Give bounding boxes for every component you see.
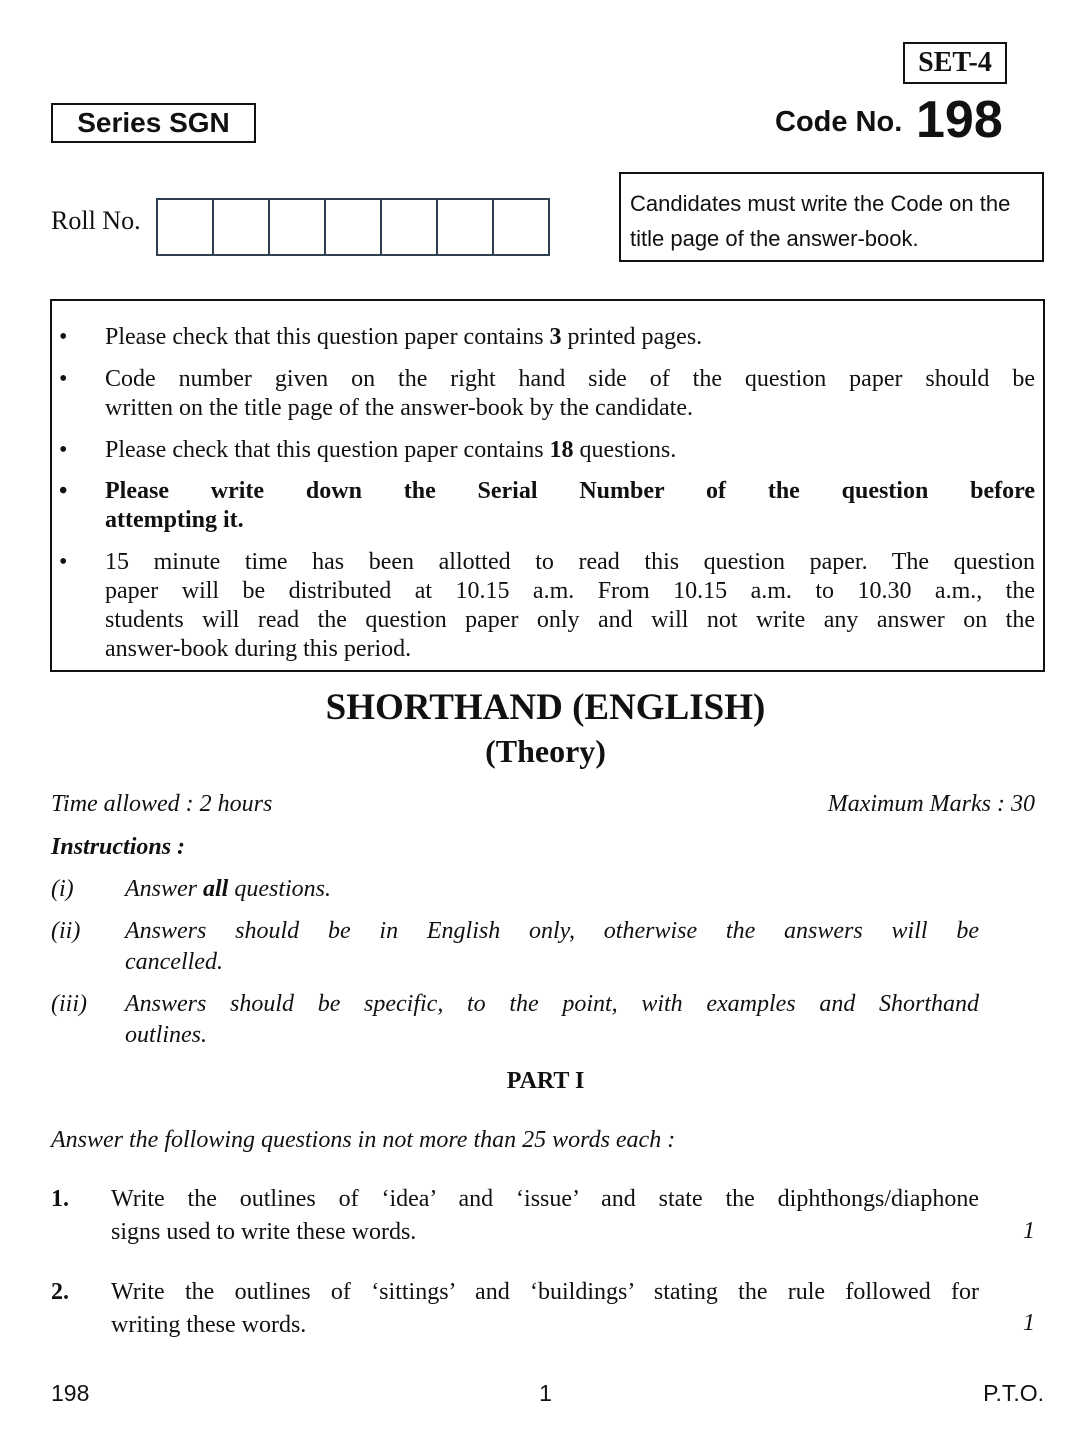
instruction-number: (ii) — [51, 918, 81, 944]
please-turn-over: P.T.O. — [983, 1380, 1044, 1406]
notice-text: Please check that this question paper contains — [105, 324, 550, 350]
instruction-text-part: questions. — [228, 876, 332, 902]
roll-number-cell — [494, 200, 548, 254]
page-number: 1 — [539, 1380, 552, 1406]
instruction-number: (i) — [51, 876, 74, 902]
notice-text: Please check that this question paper contains — [105, 437, 550, 463]
candidates-note — [619, 172, 1044, 262]
instruction-text: cancelled. — [125, 949, 223, 975]
question-number: 1. — [51, 1186, 69, 1212]
bullet-icon: • — [59, 324, 68, 350]
bullet-icon: • — [59, 437, 68, 463]
roll-number-cell — [158, 200, 214, 254]
candidates-note-line: title page of the answer-book. — [630, 226, 919, 251]
instruction-item — [51, 874, 979, 905]
roll-number-cell — [270, 200, 326, 254]
notice-text: Please write down the Serial Number of the question before — [105, 478, 1035, 504]
notice-count: 3 — [549, 324, 562, 350]
notice-text: Code number given on the right hand side of the question paper should be — [105, 366, 1035, 392]
roll-number-cell — [214, 200, 270, 254]
instruction-item — [51, 916, 979, 978]
footer-code: 198 — [51, 1380, 90, 1406]
code-label: Code No. — [775, 106, 903, 138]
question-text — [111, 1183, 979, 1249]
instruction-text: Answers should be specific, to the point, with examples and Shorthand — [125, 991, 979, 1017]
question-item — [51, 1276, 979, 1342]
instruction-emphasis: all — [203, 876, 229, 902]
bullet-icon: • — [59, 366, 68, 392]
notice-item-serial — [59, 477, 1035, 535]
roll-number-label: Roll No. — [51, 206, 141, 235]
time-allowed: Time allowed : 2 hours — [51, 791, 273, 817]
bullet-icon: • — [59, 549, 68, 575]
notice-text: answer-book during this period. — [105, 636, 412, 662]
instructions-heading: Instructions : — [51, 834, 186, 860]
notice-text: 15 minute time has been allotted to read this question paper. The question — [105, 549, 1035, 575]
notice-text: questions. — [573, 437, 677, 463]
notice-text: written on the title page of the answer-book by the candidate. — [105, 395, 693, 421]
roll-number-cell — [326, 200, 382, 254]
maximum-marks: Maximum Marks : 30 — [827, 791, 1035, 817]
instruction-number: (iii) — [51, 991, 87, 1017]
paper-subtitle: (Theory) — [485, 733, 606, 769]
question-text — [111, 1276, 979, 1342]
question-marks: 1 — [1023, 1310, 1035, 1336]
paper-title: SHORTHAND (ENGLISH) — [325, 687, 766, 728]
question-line: Write the outlines of ‘sittings’ and ‘buildings’ stating the rule followed for — [111, 1279, 979, 1305]
question-line: signs used to write these words. — [111, 1219, 417, 1245]
instruction-text: outlines. — [125, 1022, 207, 1048]
notice-item-code — [59, 365, 1035, 423]
notice-text: paper will be distributed at 10.15 a.m. From 10.15 a.m. to 10.30 a.m., the — [105, 578, 1035, 604]
instruction-text: Answers should be in English only, otherwise the answers will be — [125, 918, 979, 944]
instruction-item — [51, 989, 979, 1051]
code-number: 198 — [916, 91, 1003, 149]
question-line: writing these words. — [111, 1312, 307, 1338]
question-marks: 1 — [1023, 1218, 1035, 1244]
question-item — [51, 1183, 979, 1249]
roll-number-cell — [382, 200, 438, 254]
general-instructions-box — [50, 299, 1045, 672]
notice-item-pages — [59, 323, 1035, 352]
notice-item-reading-time — [59, 548, 1035, 664]
question-line: Write the outlines of ‘idea’ and ‘issue’ and state the diphthongs/diaphone — [111, 1186, 979, 1212]
part-intro: Answer the following questions in not more than 25 words each : — [51, 1127, 676, 1153]
candidates-note-line: Candidates must write the Code on the — [630, 191, 1011, 216]
set-label: SET-4 — [903, 42, 1007, 84]
question-number: 2. — [51, 1279, 69, 1305]
notice-item-questions — [59, 436, 1035, 465]
notice-text: printed pages. — [561, 324, 703, 350]
roll-number-cell — [438, 200, 494, 254]
series-label: Series SGN — [51, 103, 256, 143]
bullet-icon: • — [59, 478, 68, 504]
instruction-text-part: Answer — [125, 876, 203, 902]
notice-text: attempting it. — [105, 507, 244, 533]
notice-count: 18 — [549, 437, 574, 463]
notice-text: students will read the question paper only and will not write any answer on the — [105, 607, 1035, 633]
instruction-text — [125, 874, 979, 905]
part-heading: PART I — [506, 1068, 585, 1094]
roll-number-boxes — [156, 198, 550, 256]
